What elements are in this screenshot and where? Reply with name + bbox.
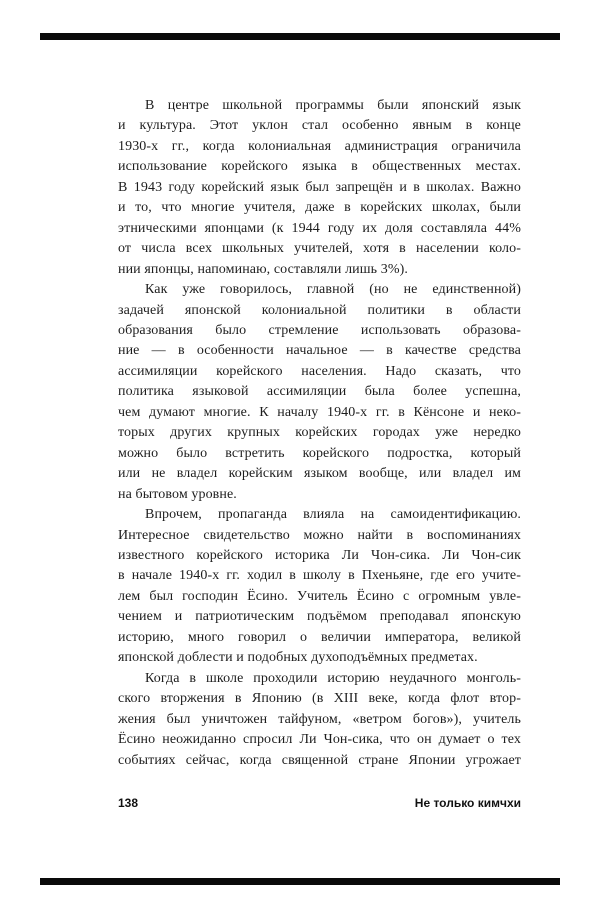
text-line: ского вторжения в Японию (в XIII веке, когда флот втор- xyxy=(118,691,521,707)
text-line: политика языковой ассимиляции была более успешна, xyxy=(118,384,521,400)
text-line: В 1943 году корейский язык был запрещён и в школах. Важно xyxy=(118,179,521,195)
body-text-block xyxy=(118,96,521,771)
text-line: Ёсино неожиданно спросил Ли Чон-сика, что он думает о тех xyxy=(118,732,521,748)
text-line: чем думают многие. К началу 1940-х гг. в Кёнсоне и неко- xyxy=(118,404,521,420)
text-line: Как уже говорилось, главной (но не единственной) xyxy=(145,282,521,298)
text-line: чением и патриотическим подъёмом преподавал японскую xyxy=(118,609,521,625)
text-line: нии японцы, напоминаю, составляли лишь 3%). xyxy=(118,261,408,277)
text-line: этническими японцами (к 1944 году их доля составляла 44% xyxy=(118,220,521,236)
text-line: и культура. Этот уклон стал особенно явным в конце xyxy=(118,118,521,134)
text-line: ние — в особенности начальное — в качестве средства xyxy=(118,343,521,359)
paragraph xyxy=(118,280,521,505)
text-line: В центре школьной программы были японский язык xyxy=(145,98,521,113)
running-title: Не только кимчхи xyxy=(414,796,521,810)
text-line: событиях сейчас, когда священной стране Японии угрожает xyxy=(118,752,521,768)
text-line: Когда в школе проходили историю неудачного монголь- xyxy=(145,670,521,686)
text-line: 1930-х гг., когда колониальная администрация ограничила xyxy=(118,138,521,154)
paragraph xyxy=(118,669,521,771)
text-line: образования было стремление использовать образова- xyxy=(118,322,521,338)
text-line: лем был господин Ёсино. Учитель Ёсино с огромным увле- xyxy=(118,588,521,604)
text-line: Интересное свидетельство можно найти в воспоминаниях xyxy=(118,527,521,543)
top-rule xyxy=(40,33,560,40)
text-line: ассимиляции корейского населения. Надо сказать, что xyxy=(118,363,521,379)
page-number: 138 xyxy=(118,796,139,810)
text-line: в начале 1940-х гг. ходил в школу в Пхеньяне, где его учите- xyxy=(118,568,521,584)
text-line: задачей японской колониальной политики в области xyxy=(118,302,521,318)
text-line: японской доблести и подобных духоподъёмных предметах. xyxy=(118,650,478,666)
text-line: можно было встретить корейского подростка, который xyxy=(118,445,521,461)
paragraph xyxy=(118,505,521,669)
text-line: от числа всех школьных учителей, хотя в населении коло- xyxy=(118,241,521,257)
bottom-rule xyxy=(40,878,560,885)
text-line: историю, много говорил о величии императора, великой xyxy=(118,629,521,645)
paragraph xyxy=(118,96,521,280)
page-footer xyxy=(118,796,521,810)
text-line: использование корейского языка в общественных местах. xyxy=(118,159,521,175)
text-line: торых других крупных корейских городах уже нередко xyxy=(118,425,521,441)
text-line: или не владел корейским языком вообще, или владел им xyxy=(118,466,521,482)
text-line: известного корейского историка Ли Чон-сика. Ли Чон-сик xyxy=(118,547,521,563)
text-line: и то, что многие учителя, даже в корейских школах, были xyxy=(118,200,521,216)
text-line: на бытовом уровне. xyxy=(118,486,237,502)
text-line: Впрочем, пропаганда влияла на самоидентификацию. xyxy=(145,507,521,523)
text-line: жения был уничтожен тайфуном, «ветром богов»), учитель xyxy=(118,711,521,727)
